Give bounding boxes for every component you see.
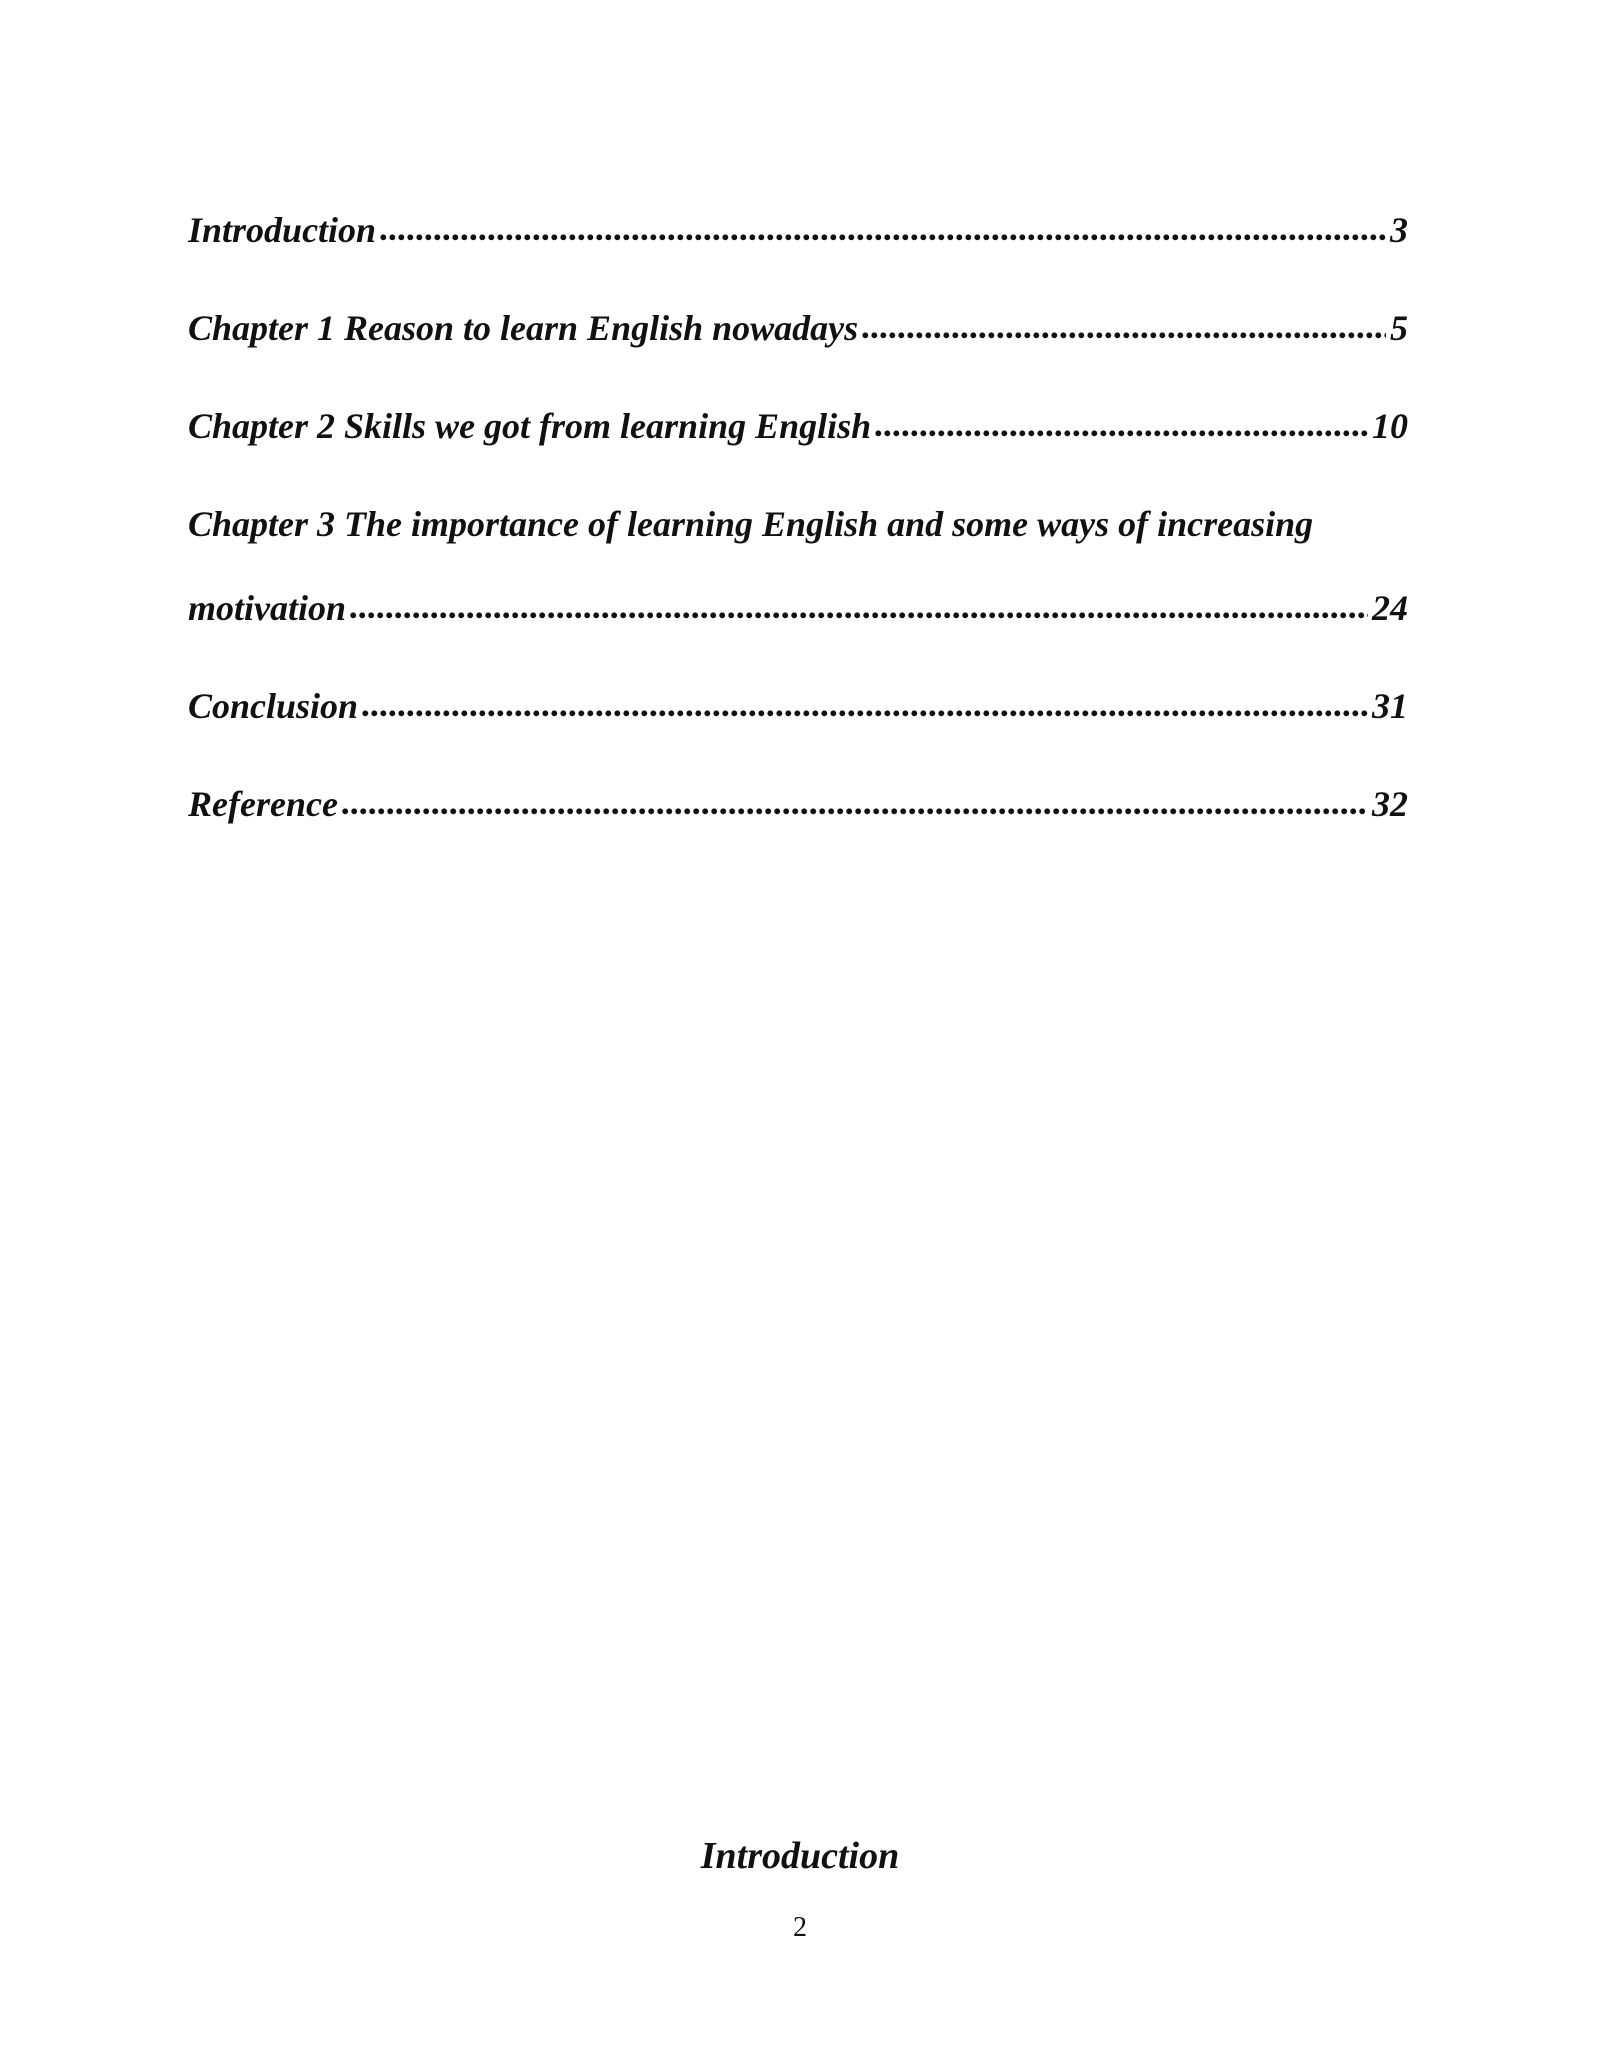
toc-entry-chapter-2[interactable]: [188, 402, 1408, 450]
dot-leader: [342, 778, 1368, 826]
toc-entry-page: 5: [1390, 308, 1408, 348]
toc-entry-page: 3: [1390, 210, 1408, 250]
dot-leader: [380, 204, 1386, 252]
toc-entry-chapter-3[interactable]: [188, 500, 1408, 632]
toc-entry-line2: [188, 584, 1408, 632]
toc-entry-label: Introduction: [188, 210, 377, 250]
toc-entry-reference[interactable]: [188, 780, 1408, 828]
dot-leader: [862, 302, 1386, 350]
table-of-contents: [188, 206, 1408, 878]
dot-leader: [362, 680, 1368, 728]
toc-entry-chapter-1[interactable]: [188, 304, 1408, 352]
toc-entry-label-line1: Chapter 3 The importance of learning English and some ways of increasing: [188, 504, 1314, 544]
toc-entry-page: 32: [1372, 784, 1408, 824]
toc-entry-introduction[interactable]: [188, 206, 1408, 254]
dot-leader: [350, 582, 1368, 630]
toc-entry-page: 31: [1372, 686, 1408, 726]
page-number: 2: [793, 1912, 807, 1943]
dot-leader: [875, 400, 1368, 448]
toc-entry-label: Chapter 1 Reason to learn English nowadays: [188, 308, 859, 348]
toc-entry-label-line2: motivation: [188, 588, 347, 628]
section-heading: Introduction: [700, 1835, 900, 1877]
toc-entry-conclusion[interactable]: [188, 682, 1408, 730]
toc-entry-label: Chapter 2 Skills we got from learning English: [188, 406, 872, 446]
toc-entry-label: Reference: [188, 784, 338, 824]
toc-entry-label: Conclusion: [188, 686, 359, 726]
toc-entry-page: 24: [1372, 588, 1408, 628]
toc-entry-page: 10: [1372, 406, 1408, 446]
